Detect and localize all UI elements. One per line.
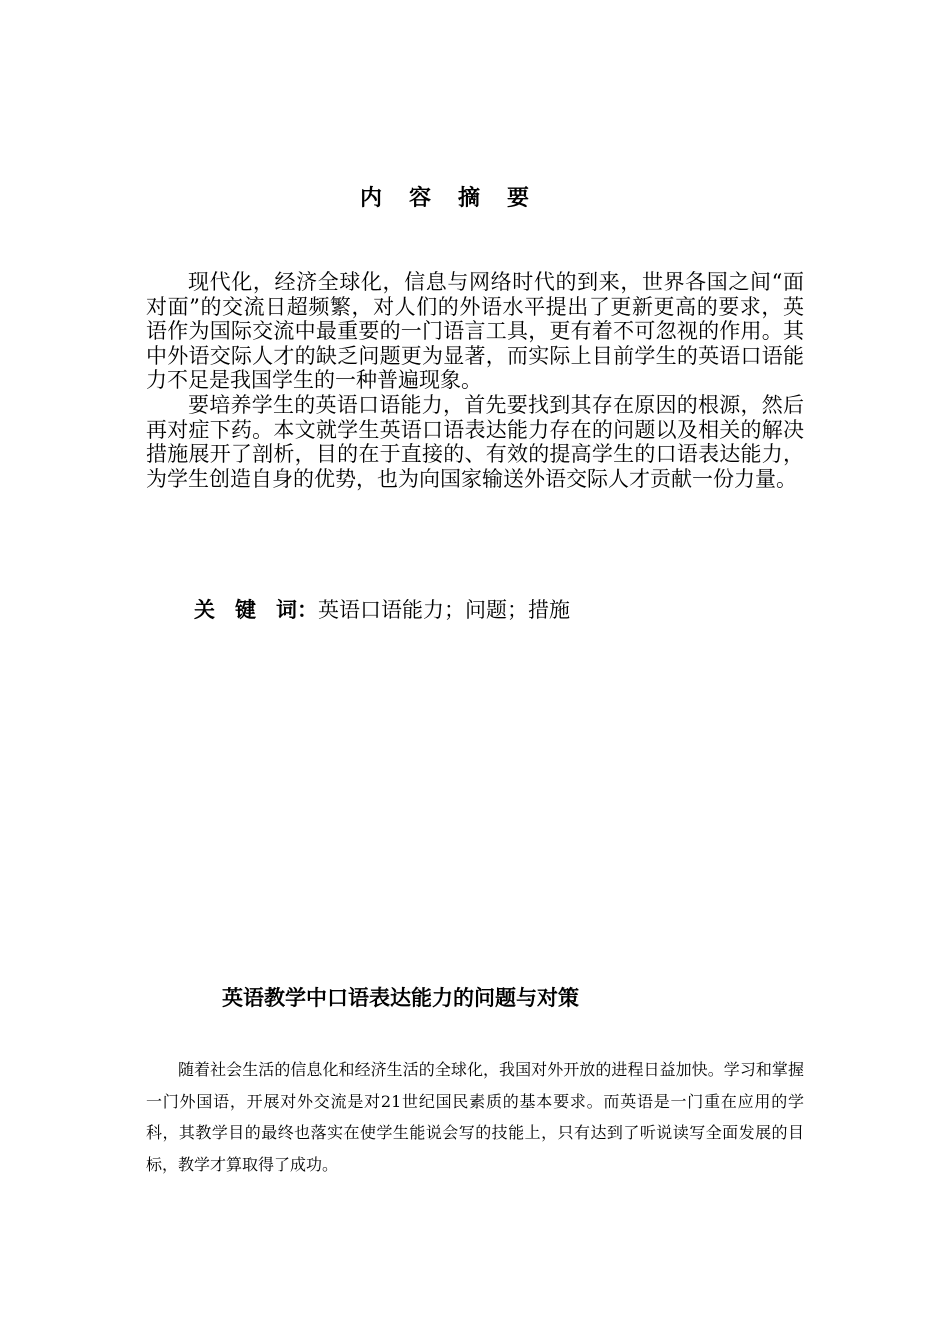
abstract-paragraph: 现代化，经济全球化，信息与网络时代的到来，世界各国之间“面对面”的交流日超频繁，对人们的外语水平提出了更新更高的要求，英语作为国际交流中最重要的一门语言工具，更有着不可忽视的作用。其中外语交际人才的缺乏问题更为显著，而实际上目前学生的英语口语能力不足是我国学生的一种普遍现象。 bbox=[146, 270, 804, 393]
keywords-label: 关键 bbox=[194, 598, 276, 622]
abstract-paragraph: 要培养学生的英语口语能力，首先要找到其存在原因的根源，然后再对症下药。本文就学生英语口语表达能力存在的问题以及相关的解决措施展开了剖析，目的在于直接的、有效的提高学生的口语表达能力，为学生创造自身的优势，也为向国家输送外语交际人才贡献一份力量。 bbox=[146, 392, 804, 491]
paper-title: 英语教学中口语表达能力的问题与对策 bbox=[222, 986, 579, 1010]
keywords-line bbox=[194, 596, 570, 624]
keywords-value: 英语口语能力；问题；措施 bbox=[318, 598, 570, 622]
keywords-label-suffix: 词： bbox=[276, 598, 318, 622]
paper-intro-paragraph: 随着社会生活的信息化和经济生活的全球化，我国对外开放的进程日益加快。学习和掌握一门外国语，开展对外交流是对21世纪国民素质的基本要求。而英语是一门重在应用的学科，其教学目的最终也落实在使学生能说会写的技能上，只有达到了听说读写全面发展的目标，教学才算取得了成功。 bbox=[146, 1060, 804, 1174]
abstract-title: 内容摘要 bbox=[359, 186, 556, 211]
abstract-body bbox=[146, 270, 804, 491]
